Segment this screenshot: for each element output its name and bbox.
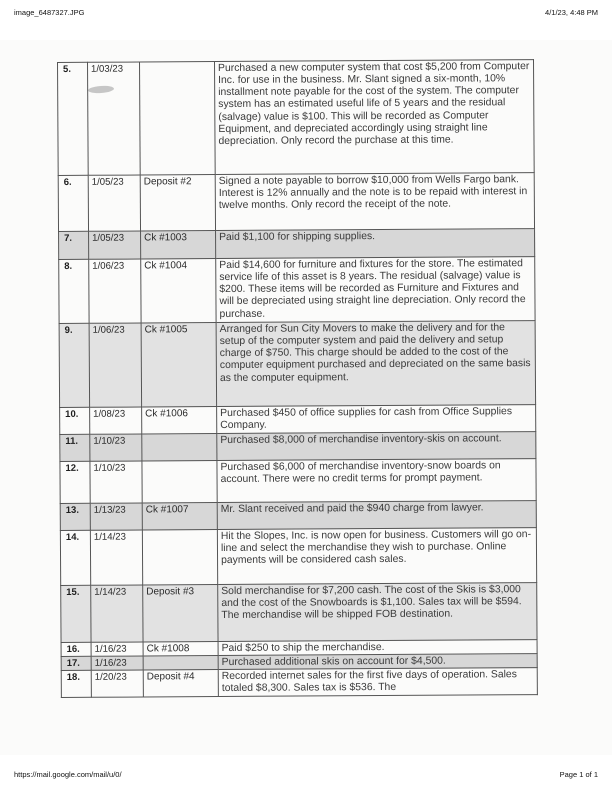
table-row <box>60 405 536 435</box>
row-date: 1/14/23 <box>91 585 143 642</box>
transaction-ledger-table <box>57 59 538 698</box>
row-description: Purchased $8,000 of merchandise inventory-skis on account. <box>217 432 536 461</box>
row-description: Recorded internet sales for the first five days of operation. Sales totaled $8,300. Sales tax is $536. The <box>218 668 537 697</box>
table-row <box>58 60 535 176</box>
row-number: 17. <box>61 656 91 670</box>
row-reference: Ck #1003 <box>141 231 216 259</box>
table-row <box>59 229 535 260</box>
row-description: Mr. Slant received and paid the $940 charge from lawyer. <box>217 501 536 530</box>
row-description: Sold merchandise for $7,200 cash. The cost of the Skis is $3,000 and the cost of the Snowboards is $1,100. Sales tax will be $594. The merchandise will be shipped FOB destination. <box>218 583 537 642</box>
row-number: 18. <box>61 671 91 698</box>
row-number: 15. <box>61 585 91 642</box>
table-row <box>60 432 536 462</box>
table-row <box>58 173 534 232</box>
table-row <box>60 459 536 504</box>
row-reference <box>142 434 217 461</box>
table-row <box>59 257 535 324</box>
image-filename: image_6487327.JPG <box>14 8 85 17</box>
row-reference: Ck #1004 <box>141 259 216 323</box>
row-date: 1/06/23 <box>89 323 142 407</box>
row-description: Arranged for Sun City Movers to make the delivery and for the setup of the computer system and paid the delivery and setup charge of $750. This charge should be added to the cost of the computer equipment purchased and depreciated on the same basis as the computer equipment. <box>216 321 536 407</box>
row-number: 16. <box>61 642 91 656</box>
print-header <box>14 8 598 17</box>
row-reference <box>143 656 218 671</box>
row-description: Purchased a new computer system that cost $5,200 from Computer Inc. for use in the business. Mr. Slant signed a six-month, 10% installment note payable for the cost of the system. The computer system has an estimated useful life of 5 years and the residual (salvage) value is $100. This will be recorded as Computer Equipment, and depreciated accordingly using straight line depreciation. Only record the purchase at this time. <box>215 60 535 175</box>
table-row <box>60 501 536 531</box>
table-row <box>61 583 537 643</box>
print-datetime: 4/1/23, 4:48 PM <box>545 8 598 17</box>
row-number: 5. <box>58 62 89 175</box>
row-reference <box>142 530 217 585</box>
row-date: 1/03/23 <box>88 62 141 175</box>
row-date: 1/20/23 <box>91 670 143 697</box>
row-date: 1/05/23 <box>89 231 141 259</box>
row-reference: Deposit #3 <box>143 585 218 642</box>
row-date: 1/13/23 <box>90 503 142 530</box>
print-footer <box>14 770 598 779</box>
page-number: Page 1 of 1 <box>559 770 598 779</box>
row-number: 11. <box>60 434 90 461</box>
row-number: 14. <box>60 530 90 585</box>
row-date: 1/16/23 <box>91 642 143 656</box>
page-url: https://mail.google.com/mail/u/0/ <box>14 770 122 779</box>
row-date: 1/06/23 <box>89 259 141 323</box>
row-date: 1/10/23 <box>90 461 142 503</box>
row-number: 9. <box>59 323 90 407</box>
row-reference: Ck #1007 <box>142 503 217 530</box>
row-description: Purchased $6,000 of merchandise inventory-snow boards on account. There were no credit terms for prompt payment. <box>217 459 536 503</box>
row-reference <box>140 62 216 175</box>
row-description: Signed a note payable to borrow $10,000 from Wells Fargo bank. Interest is 12% annually and the note is to be repaid with interest in twelve months. Only record the receipt of the note. <box>215 173 534 231</box>
row-description: Purchased additional skis on account for $4,500. <box>218 654 537 670</box>
row-description: Paid $250 to ship the merchandise. <box>218 640 537 656</box>
row-date: 1/10/23 <box>90 434 142 461</box>
table-row <box>59 321 536 408</box>
row-number: 8. <box>59 259 89 323</box>
row-number: 13. <box>60 503 90 530</box>
row-date: 1/16/23 <box>91 656 143 670</box>
row-reference: Deposit #2 <box>140 175 215 231</box>
table-row <box>60 528 536 586</box>
row-description: Hit the Slopes, Inc. is now open for business. Customers will go on-line and select the merchandise they wish to purchase. Online payments will be considered cash sales. <box>217 528 536 585</box>
row-date: 1/08/23 <box>90 407 142 434</box>
row-number: 10. <box>60 407 90 434</box>
row-description: Paid $14,600 for furniture and fixtures for the store. The estimated service life of this asset is 8 years. The residual (salvage) value is $200. These items will be recorded as Furniture and Fixtures and will be depreciated using straight line depreciation. Only record the purchase. <box>216 257 535 323</box>
row-reference: Ck #1006 <box>142 407 217 434</box>
row-reference: Deposit #4 <box>143 670 218 697</box>
row-date: 1/14/23 <box>90 530 142 585</box>
row-description: Purchased $450 of office supplies for cash from Office Supplies Company. <box>217 405 536 434</box>
table-row <box>61 668 537 698</box>
row-date: 1/05/23 <box>88 175 140 231</box>
row-number: 7. <box>59 231 89 259</box>
row-number: 6. <box>58 175 88 231</box>
row-reference: Ck #1005 <box>141 323 217 407</box>
row-reference <box>142 461 217 503</box>
row-description: Paid $1,100 for shipping supplies. <box>216 229 535 259</box>
row-number: 12. <box>60 461 90 503</box>
row-reference: Ck #1008 <box>143 642 218 657</box>
